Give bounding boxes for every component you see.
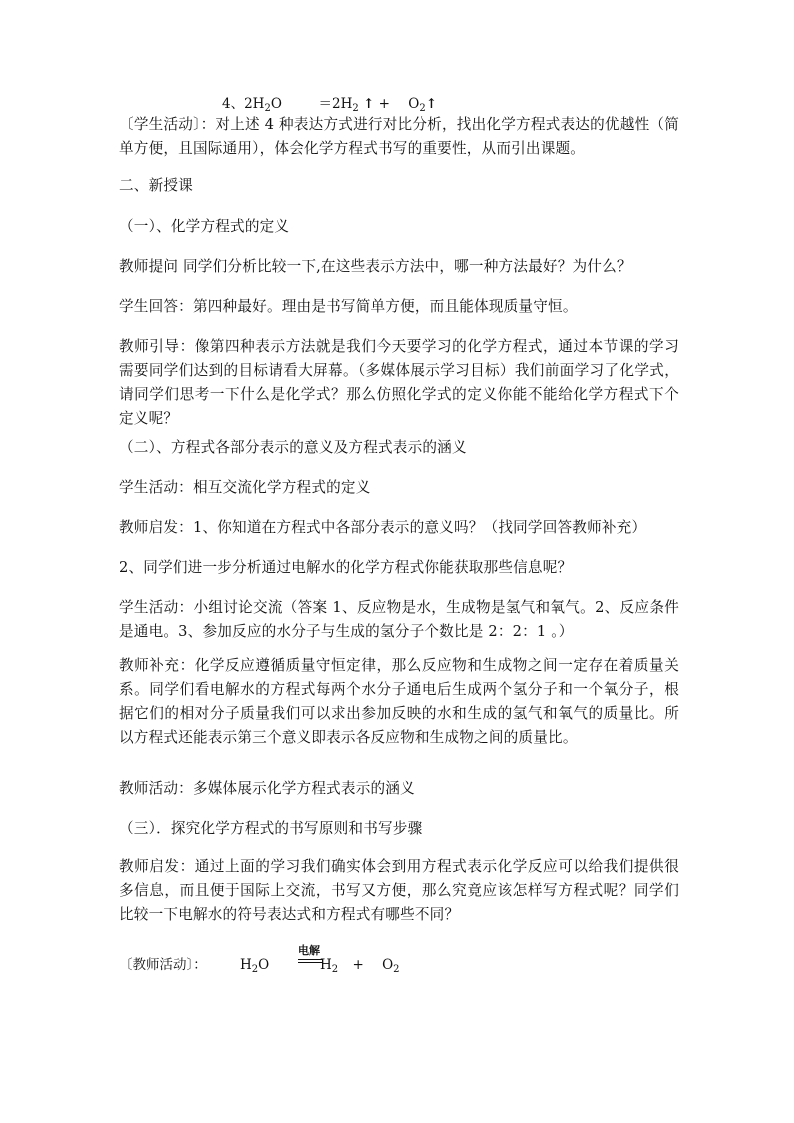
equation-4-sub2: 2 xyxy=(352,103,359,114)
teacher-inspire-2: 教师启发：通过上面的学习我们确实体会到用方程式表示化学反应可以给我们提供很多信息，而且便于国际上交流，书写又方便，那么究竟应该怎样写方程式呢？同学们比较一下电解水的符号表达式和方程式有哪些不同？ xyxy=(119,858,679,923)
teacher-activity-1: 教师活动：多媒体展示化学方程式表示的涵义 xyxy=(119,780,415,797)
subsection-heading-2: （二）、方程式各部分表示的意义及方程式表示的涵义 xyxy=(119,439,467,456)
final-h-sub: 2 xyxy=(251,964,259,975)
subsection-heading-3: （三）．探究化学方程式的书写原则和书写步骤 xyxy=(119,820,423,837)
equation-4-o2: O xyxy=(408,96,420,112)
teacher-question: 教师提问 同学们分析比较一下,在这些表示方法中，哪一种方法最好？为什么？ xyxy=(119,258,632,275)
final-h2-sub: 2 xyxy=(331,964,339,975)
equation-4-o: O xyxy=(270,96,282,112)
condition-label: 电解 xyxy=(298,944,320,957)
teacher-supplement: 教师补充：化学反应遵循质量守恒定律，那么反应物和生成物之间一定存在着质量关系。同学们看电解水的方程式每两个水分子通电后生成两个氢分子和一个氧分子，根据它们的相对分子质量我们可以求出参加反映的水和生成的氢气和氧气的质量比。所以方程式还能表示第三个意义即表示各反应物和生成物之间的质量比。 xyxy=(119,657,679,746)
question-2: 2、同学们进一步分析通过电解水的化学方程式你能获取那些信息呢？ xyxy=(119,559,573,576)
equation-4-plus: + xyxy=(378,96,390,112)
equals-bar-bottom xyxy=(298,962,322,963)
equation-4-sub1: 2 xyxy=(264,103,271,114)
equation-4 xyxy=(222,94,437,114)
final-o: O xyxy=(258,957,270,973)
section-heading-new-lesson: 二、新授课 xyxy=(119,177,193,194)
final-equation-reactant xyxy=(240,955,269,975)
final-plus: + xyxy=(352,957,364,973)
student-activity-1: 〔学生活动〕：对上述 4 种表达方式进行对比分析，找出化学方程式表达的优越性（简单方便，且国际通用），体会化学方程式书写的重要性，从而引出课题。 xyxy=(119,116,679,157)
up-arrow-icon: ↑ xyxy=(425,96,438,112)
up-arrow-icon: ↑ xyxy=(363,96,375,112)
student-answer: 学生回答：第四种最好。理由是书写简单方便，而且能体现质量守恒。 xyxy=(119,298,578,315)
final-equation-label: 〔教师活动〕： xyxy=(119,957,207,973)
equation-4-eq: ＝2H xyxy=(318,96,353,112)
student-activity-3: 学生活动：小组讨论交流（答案 1、反应物是水，生成物是氢气和氧气。2、反应条件是通电。3、参加反应的水分子与生成的氢分子个数比是 2：2：1 。） xyxy=(119,599,679,640)
final-o2: O xyxy=(382,957,394,973)
final-o2-sub: 2 xyxy=(393,964,400,975)
final-equation-products xyxy=(320,955,400,975)
equals-bar-top xyxy=(298,959,322,960)
teacher-inspire-1: 教师启发：1、你知道在方程式中各部分表示的意义吗？（找同学回答教师补充） xyxy=(119,519,647,536)
final-h: H xyxy=(240,957,252,973)
equation-4-sub3: 2 xyxy=(419,103,426,114)
teacher-guide: 教师引导：像第四种表示方法就是我们今天要学习的化学方程式，通过本节课的学习需要同学们达到的目标请看大屏幕。（多媒体展示学习目标）我们前面学习了化学式，请同学们思考一下什么是化学式？那么仿照化学式的定义你能不能给化学方程式下个定义呢？ xyxy=(119,338,679,427)
equation-4-label: 4、2H xyxy=(222,96,265,112)
subsection-heading-1: （一）、化学方程式的定义 xyxy=(119,218,290,235)
final-h2: H xyxy=(320,957,332,973)
student-activity-2: 学生活动：相互交流化学方程式的定义 xyxy=(119,479,371,496)
